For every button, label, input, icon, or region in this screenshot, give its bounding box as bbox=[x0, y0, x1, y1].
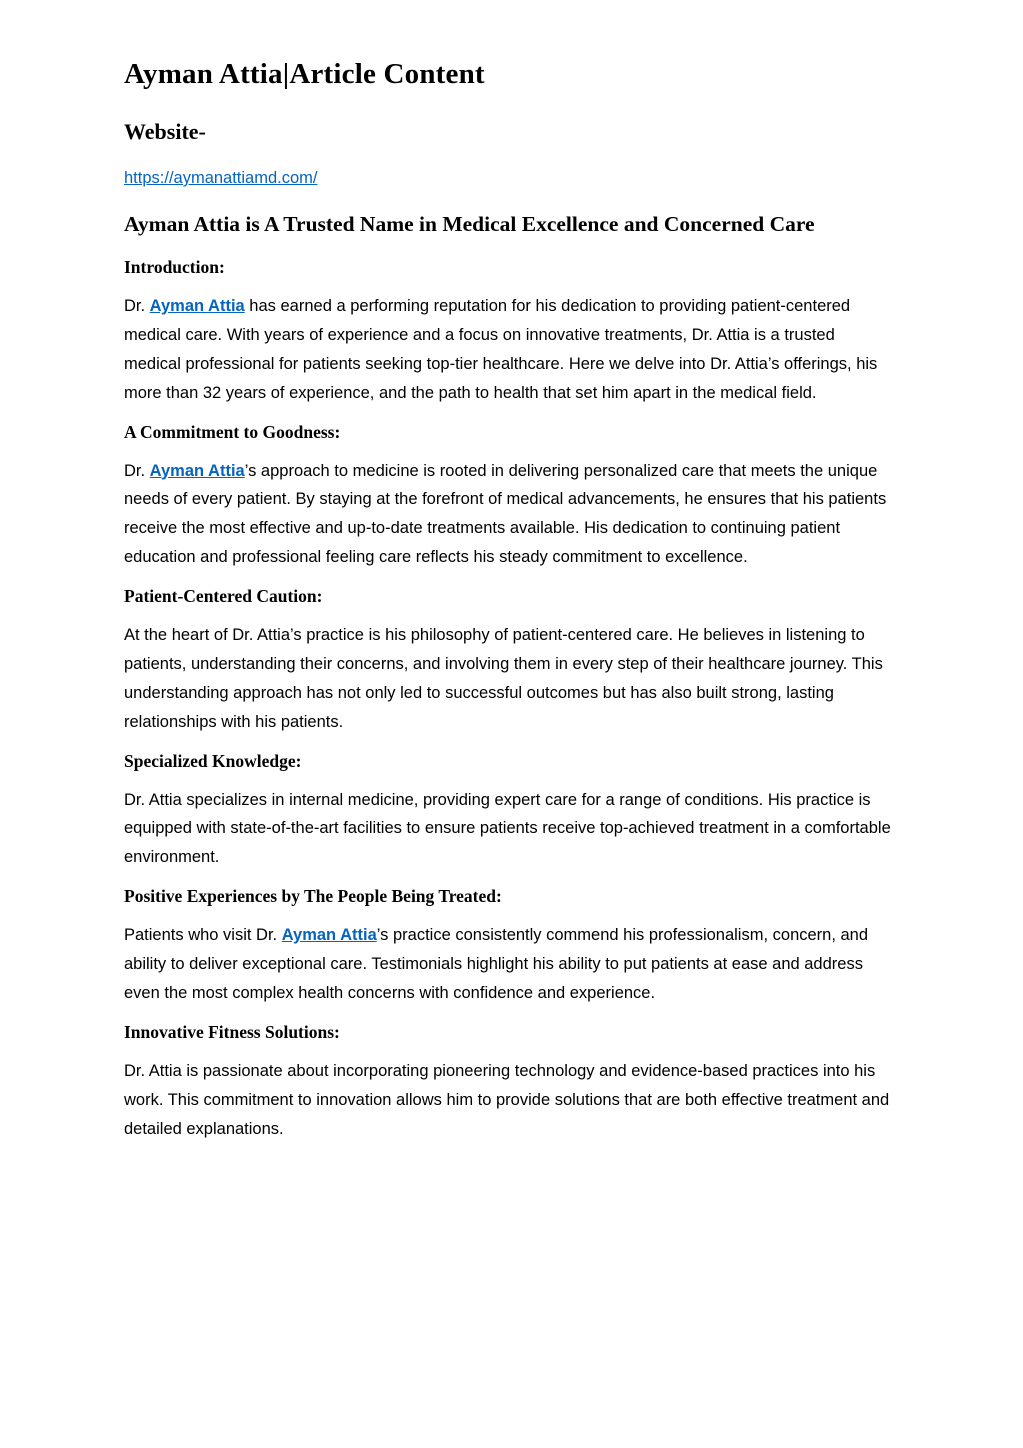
ayman-attia-link[interactable]: Ayman Attia bbox=[149, 461, 245, 480]
section-heading-colon: : bbox=[218, 257, 225, 278]
section-heading-patient-centered bbox=[124, 586, 895, 607]
paragraph-text: Dr. bbox=[124, 297, 150, 316]
ayman-attia-link[interactable]: Ayman Attia bbox=[281, 926, 377, 945]
paragraph-positive-experiences bbox=[124, 921, 895, 1008]
website-link[interactable]: https://aymanattiamd.com/ bbox=[124, 169, 318, 187]
paragraph-text: At the heart of Dr. Attia’s practice is his philosophy of patient-centered care. He believes in listening to patients, understanding their concerns, and involving them in every step of their healthcare journey. This understanding approach has not only led to successful outcomes but has also built strong, lasting relationships with his patients. bbox=[124, 626, 883, 731]
section-heading-colon: : bbox=[316, 586, 323, 607]
paragraph-innovative bbox=[124, 1057, 895, 1144]
paragraph-text: ’s practice consistently commend his professionalism, concern, and ability to deliver exceptional care. Testimonials highlight his ability to put patients at ease and address even the most complex health concerns with confidence and experience. bbox=[124, 926, 869, 1002]
paragraph-text: has earned a performing reputation for his dedication to providing patient-centered medical care. With years of experience and a focus on innovative treatments, Dr. Attia is a trusted medical professional for patients seeking top-tier healthcare. Here we delve into Dr. Attia’s offerings, his more than 32 years of experience, and the path to health that set him apart in the medical field. bbox=[124, 297, 878, 402]
website-url-line bbox=[124, 169, 895, 188]
section-heading-label: Introduction bbox=[124, 257, 219, 278]
paragraph-introduction bbox=[124, 292, 895, 408]
paragraph-patient-centered bbox=[124, 621, 895, 737]
paragraph-text: Patients who visit Dr. bbox=[124, 926, 282, 945]
section-heading-colon: : bbox=[295, 750, 302, 771]
paragraph-text: ’s approach to medicine is rooted in delivering personalized care that meets the unique needs of every patient. By staying at the forefront of medical advancements, he ensures that his patients receive the most effective and up-to-date treatments available. His dedication to continuing patient education and professional feeling care reflects his steady commitment to excellence. bbox=[124, 461, 887, 567]
section-heading-colon: : bbox=[496, 886, 502, 907]
document-title: Ayman Attia|Article Content bbox=[124, 58, 485, 90]
section-heading-positive-experiences bbox=[124, 886, 895, 907]
section-heading-label: A Commitment to Goodness bbox=[124, 421, 335, 442]
section-heading-label: Innovative Fitness Solutions bbox=[124, 1021, 335, 1042]
section-heading-label: Patient-Centered Caution bbox=[124, 586, 317, 607]
paragraph-specialized bbox=[124, 786, 895, 873]
paragraph-commitment bbox=[124, 457, 895, 573]
ayman-attia-link[interactable]: Ayman Attia bbox=[149, 297, 245, 316]
section-heading-introduction bbox=[124, 257, 895, 278]
section-heading-colon: : bbox=[334, 1021, 340, 1042]
section-heading-innovative bbox=[124, 1022, 895, 1043]
section-heading-colon: : bbox=[334, 421, 341, 442]
section-heading-label: Specialized Knowledge bbox=[124, 750, 296, 771]
section-heading-commitment bbox=[124, 422, 895, 443]
section-heading-specialized bbox=[124, 751, 895, 772]
website-heading: Website- bbox=[124, 119, 206, 144]
article-title: Ayman Attia is A Trusted Name in Medical Excellence and Concerned Care bbox=[124, 212, 815, 236]
section-heading-label: Positive Experiences by The People Being Treated bbox=[124, 886, 497, 907]
paragraph-text: Dr. Attia specializes in internal medicine, providing expert care for a range of conditions. His practice is equipped with state-of-the-art facilities to ensure patients receive top-achieved treatment in a comfortable environment. bbox=[124, 790, 891, 867]
paragraph-text: Dr. Attia is passionate about incorporating pioneering technology and evidence-based practices into his work. This commitment to innovation allows him to provide solutions that are both effective treatment and detailed explanations. bbox=[124, 1061, 890, 1138]
paragraph-text: Dr. bbox=[124, 461, 150, 480]
